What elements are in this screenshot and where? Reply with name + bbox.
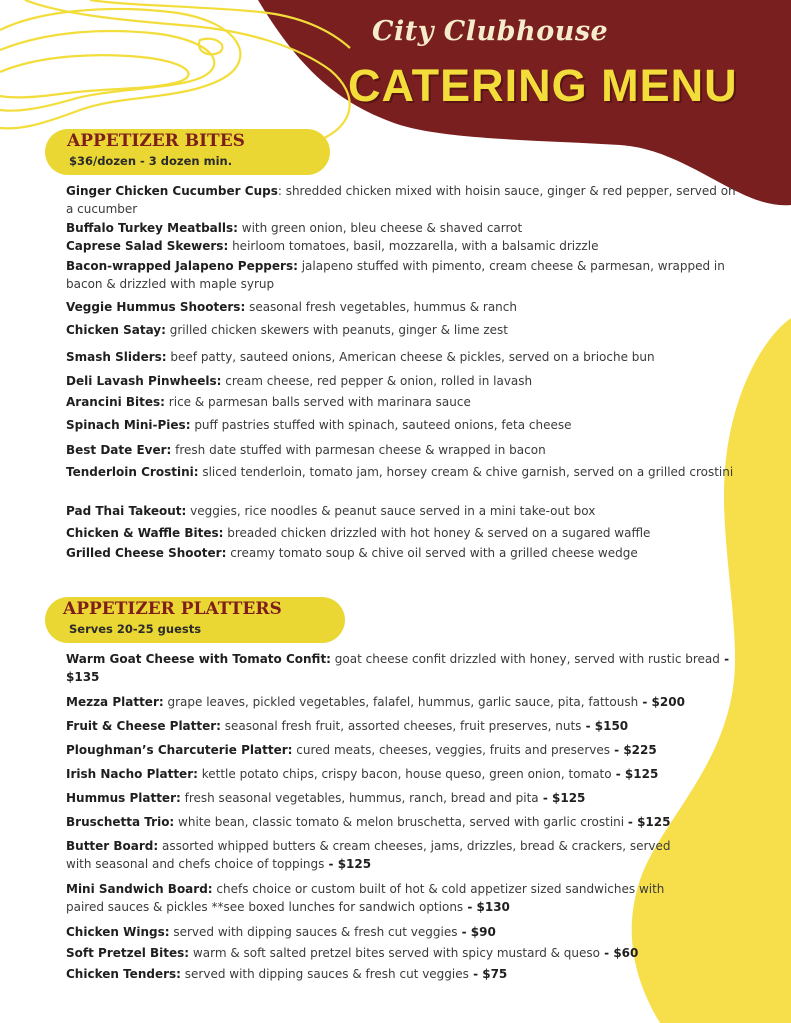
item-name: Chicken Satay: — [66, 323, 166, 337]
list-item — [66, 650, 746, 686]
list-item — [66, 741, 746, 759]
page-title: CATERING MENU — [348, 60, 738, 111]
item-name: Spinach Mini-Pies: — [66, 418, 191, 432]
list-item — [66, 944, 746, 962]
list-item — [66, 789, 746, 807]
item-name: Chicken Tenders: — [66, 967, 181, 981]
item-name: Caprese Salad Skewers: — [66, 239, 229, 253]
item-desc: creamy tomato soup & chive oil served with a grilled cheese wedge — [226, 546, 638, 560]
item-desc: white bean, classic tomato & melon bruschetta, served with garlic crostini — [174, 815, 628, 829]
bites-heading: APPETIZER BITES — [67, 131, 245, 151]
item-desc: kettle potato chips, crispy bacon, house queso, green onion, tomato — [197, 767, 612, 781]
bites-subheading: $36/dozen - 3 dozen min. — [69, 154, 233, 168]
item-name: Mezza Platter: — [66, 695, 164, 709]
item-desc: seasonal fresh vegetables, hummus & ranch — [245, 300, 517, 314]
item-desc: beef patty, sauteed onions, American cheese & pickles, served on a brioche bun — [166, 350, 655, 364]
list-item — [66, 441, 746, 459]
item-name: Chicken Wings: — [66, 925, 170, 939]
item-desc: veggies, rice noodles & peanut sauce served in a mini take-out box — [186, 504, 596, 518]
item-name: Buffalo Turkey Meatballs: — [66, 221, 238, 235]
list-item — [66, 765, 746, 783]
item-desc: assorted whipped butters & cream cheeses, jams, drizzles, bread & crackers, served with seasonal and chefs choice of toppings — [66, 839, 671, 871]
item-name: Smash Sliders: — [66, 350, 167, 364]
item-price: - $125 — [324, 857, 372, 871]
item-desc: rice & parmesan balls served with marinara sauce — [164, 395, 471, 409]
item-name: Butter Board: — [66, 839, 159, 853]
item-desc: seasonal fresh fruit, assorted cheeses, fruit preserves, nuts — [220, 719, 582, 733]
item-desc: with green onion, bleu cheese & shaved carrot — [237, 221, 523, 235]
list-item — [66, 237, 746, 255]
list-item — [66, 219, 746, 237]
item-desc: sliced tenderloin, tomato jam, horsey cream & chive garnish, served on a grilled crostini — [198, 465, 734, 479]
item-desc: fresh date stuffed with parmesan cheese & wrapped in bacon — [171, 443, 546, 457]
item-price: - $125 — [627, 815, 671, 829]
list-item — [66, 717, 746, 735]
item-price: - $130 — [463, 900, 510, 914]
item-desc: grilled chicken skewers with peanuts, ginger & lime zest — [165, 323, 509, 337]
item-price: - $125 — [611, 767, 659, 781]
list-item — [66, 393, 746, 411]
item-name: Soft Pretzel Bites: — [66, 946, 190, 960]
list-item — [66, 923, 746, 941]
item-desc: : shredded chicken mixed with hoisin sauce, ginger & red pepper, served on a cucumber — [66, 184, 736, 216]
list-item — [66, 372, 746, 390]
list-item — [66, 880, 706, 916]
item-name: Pad Thai Takeout: — [66, 504, 187, 518]
item-desc: served with dipping sauces & fresh cut veggies — [180, 967, 469, 981]
item-desc: jalapeno stuffed with pimento, cream cheese & parmesan, wrapped in bacon & drizzled with maple syrup — [66, 259, 725, 291]
item-price: - $225 — [610, 743, 657, 757]
item-desc: warm & soft salted pretzel bites served with spicy mustard & queso — [189, 946, 600, 960]
item-price: - $125 — [538, 791, 586, 805]
list-item — [66, 813, 746, 831]
item-name: Grilled Cheese Shooter: — [66, 546, 227, 560]
item-name: Arancini Bites: — [66, 395, 165, 409]
item-price: - $90 — [457, 925, 496, 939]
item-name: Fruit & Cheese Platter: — [66, 719, 221, 733]
item-name: Warm Goat Cheese with Tomato Confit: — [66, 652, 331, 666]
list-item — [66, 965, 746, 983]
item-desc: breaded chicken drizzled with hot honey & served on a sugared waffle — [223, 526, 651, 540]
item-name: Irish Nacho Platter: — [66, 767, 198, 781]
list-item — [66, 524, 746, 542]
item-name: Bacon-wrapped Jalapeno Peppers: — [66, 259, 298, 273]
item-name: Mini Sandwich Board: — [66, 882, 213, 896]
list-item — [66, 321, 746, 339]
bites-heading-pill — [45, 129, 330, 175]
item-name: Ginger Chicken Cucumber Cups — [66, 184, 278, 198]
platters-heading-pill — [45, 597, 345, 643]
item-desc: chefs choice or custom built of hot & cold appetizer sized sandwiches with paired sauces & pickles **see boxed lunches for sandwich options — [66, 882, 665, 914]
list-item — [66, 502, 746, 520]
item-name: Chicken & Waffle Bites: — [66, 526, 224, 540]
item-desc: fresh seasonal vegetables, hummus, ranch, bread and pita — [180, 791, 539, 805]
item-desc: heirloom tomatoes, basil, mozzarella, with a balsamic drizzle — [228, 239, 599, 253]
item-price: - $135 — [66, 652, 730, 684]
list-item — [66, 416, 746, 434]
list-item — [66, 463, 746, 481]
item-desc: cream cheese, red pepper & onion, rolled in lavash — [221, 374, 533, 388]
brand-name: City Clubhouse — [372, 16, 609, 47]
list-item — [66, 348, 746, 366]
platters-subheading: Serves 20-25 guests — [69, 622, 202, 636]
platters-heading: APPETIZER PLATTERS — [63, 599, 282, 619]
item-price: - $150 — [581, 719, 629, 733]
item-name: Bruschetta Trio: — [66, 815, 175, 829]
item-name: Best Date Ever: — [66, 443, 172, 457]
list-item — [66, 298, 746, 316]
list-item — [66, 544, 746, 562]
item-price: - $60 — [600, 946, 639, 960]
list-item — [66, 837, 696, 873]
item-desc: grape leaves, pickled vegetables, falafel, hummus, garlic sauce, pita, fattoush — [163, 695, 639, 709]
item-desc: cured meats, cheeses, veggies, fruits and preserves — [292, 743, 610, 757]
list-item — [66, 257, 726, 293]
list-item — [66, 182, 746, 218]
item-desc: goat cheese confit drizzled with honey, served with rustic bread — [330, 652, 720, 666]
item-name: Veggie Hummus Shooters: — [66, 300, 246, 314]
item-desc: served with dipping sauces & fresh cut veggies — [169, 925, 458, 939]
item-price: - $75 — [468, 967, 508, 981]
item-name: Hummus Platter: — [66, 791, 181, 805]
item-price: - $200 — [638, 695, 685, 709]
item-name: Deli Lavash Pinwheels: — [66, 374, 222, 388]
item-name: Tenderloin Crostini: — [66, 465, 199, 479]
list-item — [66, 693, 746, 711]
item-name: Ploughman’s Charcuterie Platter: — [66, 743, 293, 757]
item-desc: puff pastries stuffed with spinach, sauteed onions, feta cheese — [190, 418, 572, 432]
